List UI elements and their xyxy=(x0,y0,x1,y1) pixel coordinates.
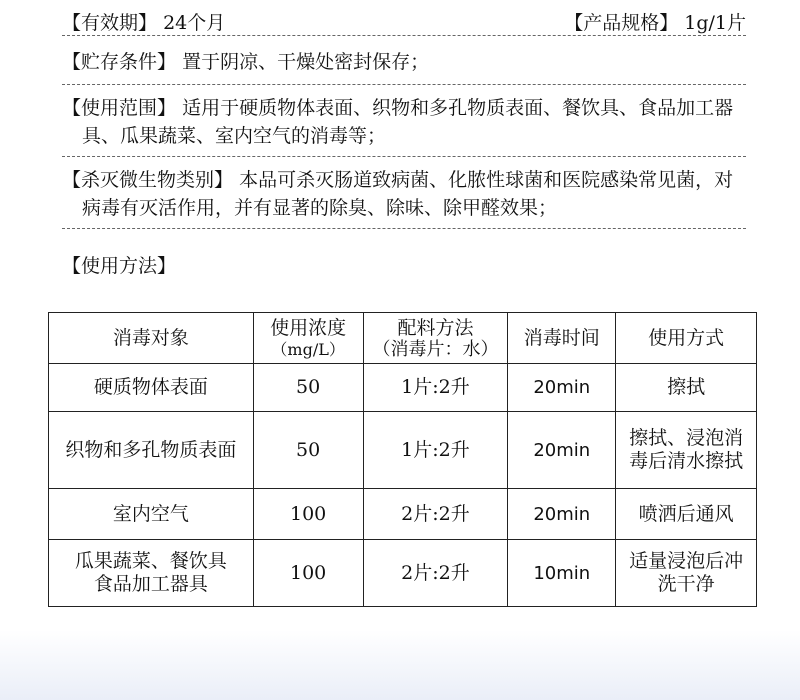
storage-value: 置于阴凉、干燥处密封保存； xyxy=(182,51,430,73)
cell-method: 擦拭 xyxy=(616,364,757,412)
header-concentration-label: 使用浓度 xyxy=(270,316,347,339)
table-row xyxy=(49,489,757,540)
header-time: 消毒时间 xyxy=(508,313,616,364)
table-header-row xyxy=(49,313,757,364)
spec xyxy=(564,9,746,35)
shelf-life-row xyxy=(62,0,746,36)
storage-row xyxy=(62,36,746,85)
cell-mix: 1片:2升 xyxy=(363,364,508,412)
spec-value: 1g/1片 xyxy=(684,12,746,34)
scope-value: 适用于硬质物体表面、织物和多孔物质表面、餐饮具、食品加工器具、瓜果蔬菜、室内空气的消毒等； xyxy=(82,97,734,147)
cell-time: 10min xyxy=(508,540,616,607)
product-info xyxy=(62,0,746,279)
cell-mix: 2片:2升 xyxy=(363,489,508,540)
spec-label: 【产品规格】 xyxy=(564,12,679,34)
cell-time: 20min xyxy=(508,364,616,412)
microbes-row xyxy=(62,157,746,229)
cell-time: 20min xyxy=(508,489,616,540)
table-row xyxy=(49,540,757,607)
cell-method: 喷洒后通风 xyxy=(616,489,757,540)
microbes-label: 【杀灭微生物类别】 xyxy=(62,169,234,191)
shelf-life-value: 24个月 xyxy=(163,12,226,34)
cell-method: 擦拭、浸泡消毒后清水擦拭 xyxy=(616,412,757,489)
microbes-value: 本品可杀灭肠道致病菌、化脓性球菌和医院感染常见菌，对病毒有灭活作用，并有显著的除臭、除味、除甲醛效果； xyxy=(82,169,734,219)
cell-object: 硬质物体表面 xyxy=(49,364,254,412)
usage-title: 【使用方法】 xyxy=(62,255,177,277)
cell-mix: 2片:2升 xyxy=(363,540,508,607)
cell-method: 适量浸泡后冲洗干净 xyxy=(616,540,757,607)
table-row xyxy=(49,364,757,412)
header-mix-label: 配料方法 xyxy=(397,316,474,339)
header-concentration-unit: （mg/L） xyxy=(271,339,345,359)
usage-table xyxy=(48,312,757,607)
scope-label: 【使用范围】 xyxy=(62,97,177,119)
shelf-life-label: 【有效期】 xyxy=(62,12,158,34)
cell-concentration: 100 xyxy=(253,489,363,540)
cell-object: 织物和多孔物质表面 xyxy=(49,412,254,489)
header-concentration xyxy=(253,313,363,364)
header-mix xyxy=(363,313,508,364)
cell-concentration: 50 xyxy=(253,364,363,412)
header-object: 消毒对象 xyxy=(49,313,254,364)
header-method: 使用方式 xyxy=(616,313,757,364)
cell-concentration: 50 xyxy=(253,412,363,489)
shelf-life xyxy=(62,9,225,35)
cell-mix: 1片:2升 xyxy=(363,412,508,489)
cell-concentration: 100 xyxy=(253,540,363,607)
storage-label: 【贮存条件】 xyxy=(62,51,177,73)
cell-object: 瓜果蔬菜、餐饮具食品加工器具 xyxy=(49,540,254,607)
table-row xyxy=(49,412,757,489)
scope-row xyxy=(62,85,746,157)
header-mix-sub: （消毒片：水） xyxy=(372,338,499,360)
cell-time: 20min xyxy=(508,412,616,489)
cell-object: 室内空气 xyxy=(49,489,254,540)
